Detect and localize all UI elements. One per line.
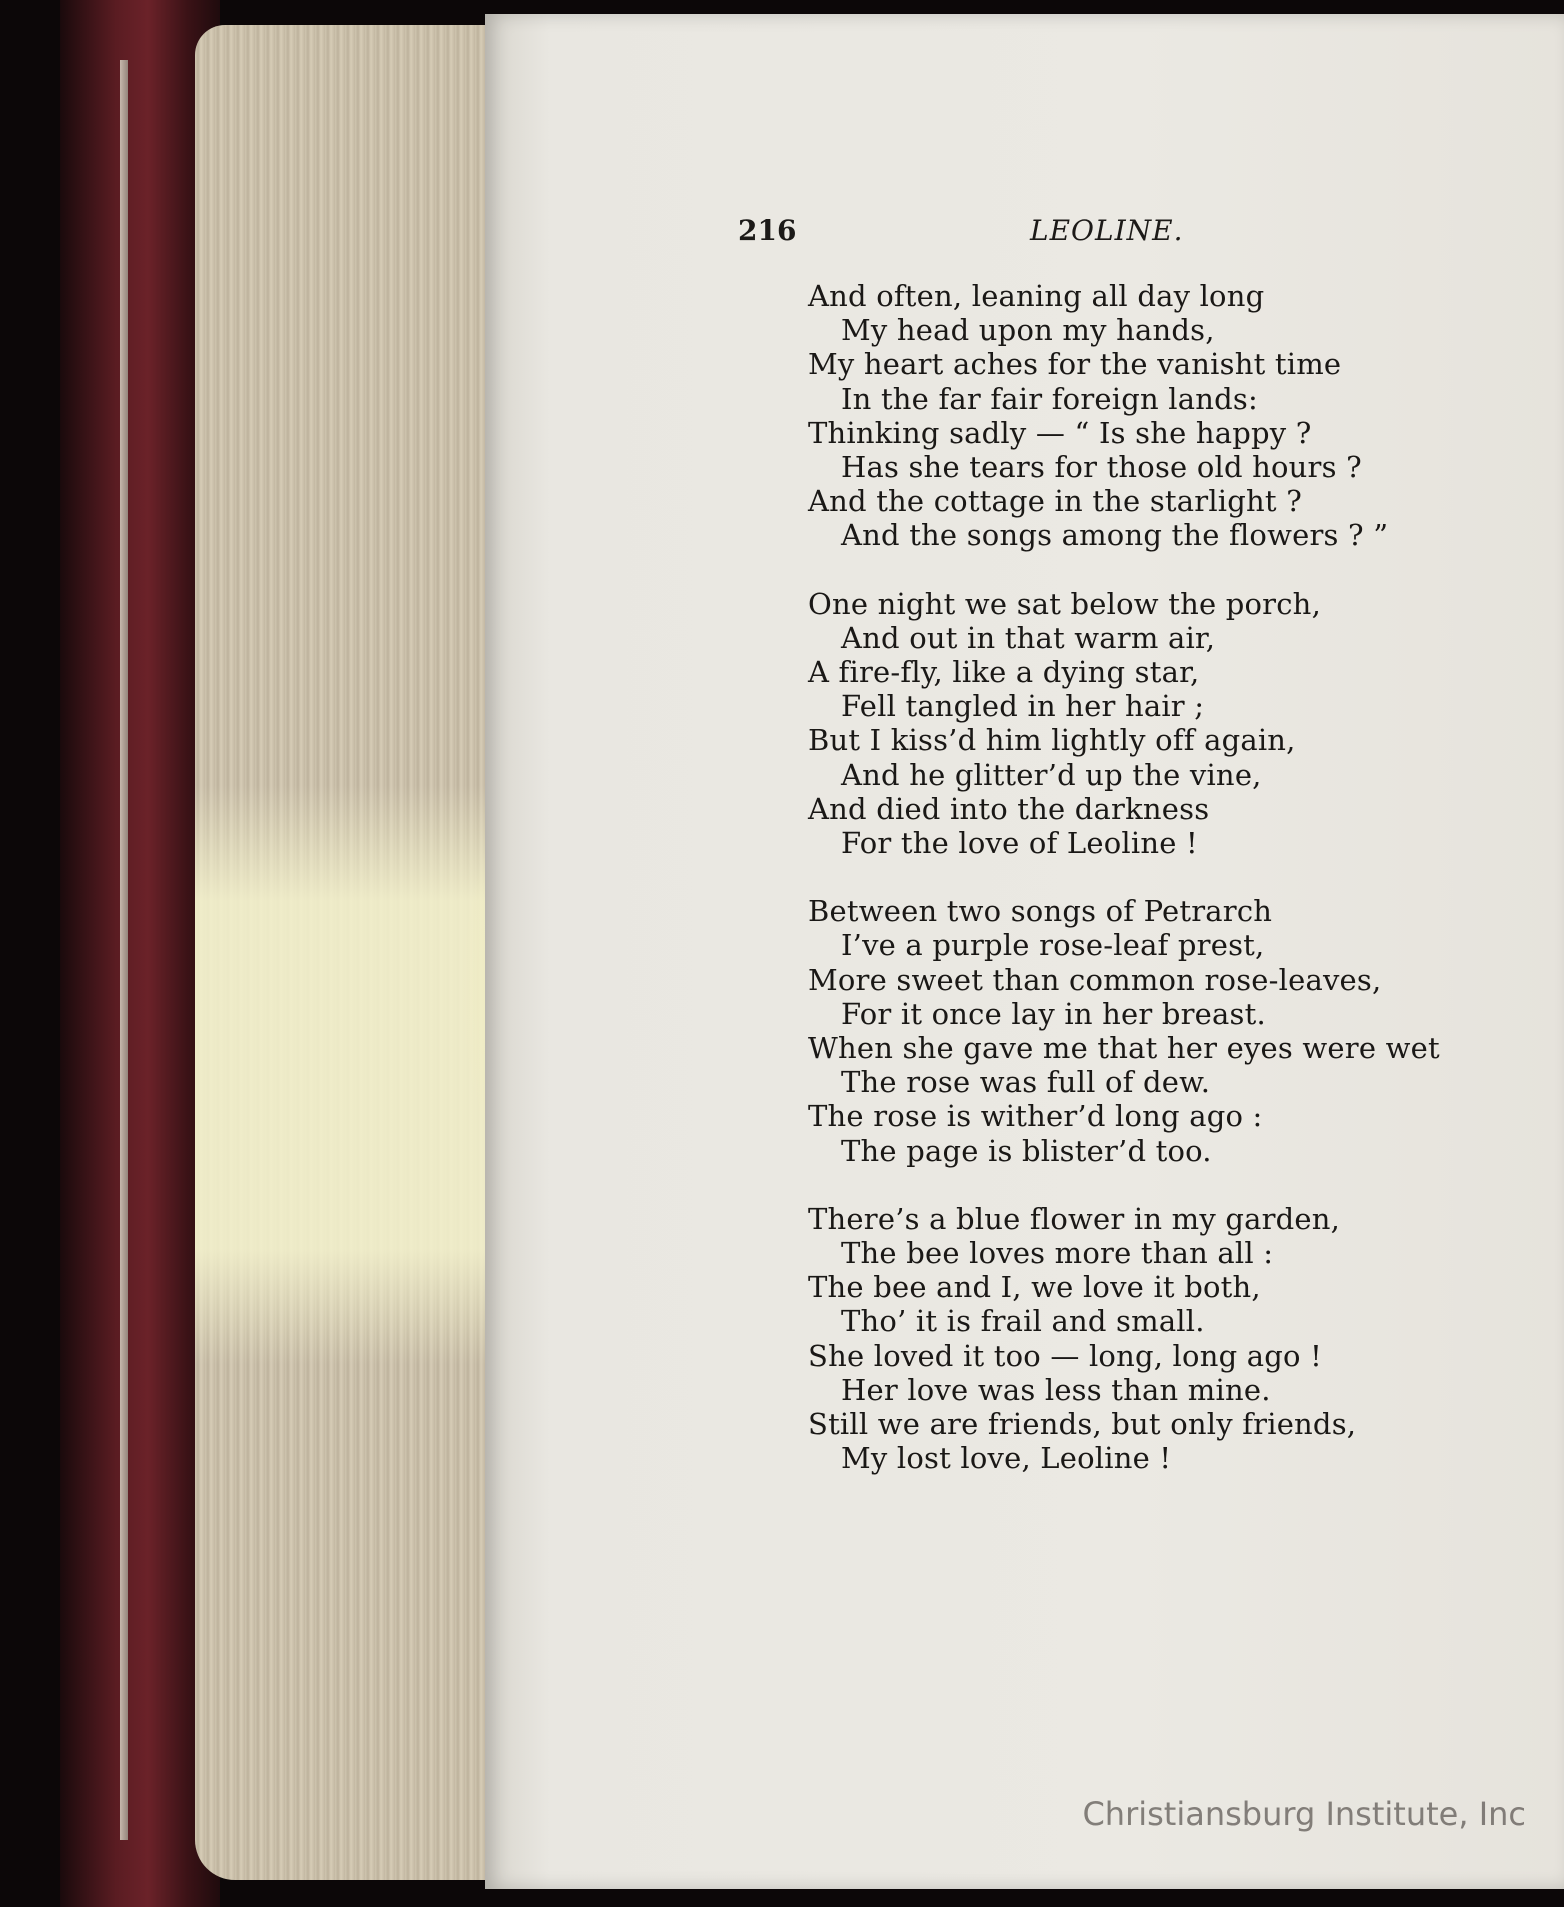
poem-line: Fell tangled in her hair ; [841, 689, 1205, 724]
poem-line: There’s a blue flower in my garden, [808, 1201, 1341, 1236]
poem-line: I’ve a purple rose-leaf prest, [841, 928, 1265, 963]
poem-line: Her love was less than mine. [841, 1372, 1271, 1407]
poem-line: My heart aches for the vanisht time [808, 347, 1342, 382]
poem-line: For it once lay in her breast. [841, 996, 1266, 1031]
poem-line: And he glitter’d up the vine, [841, 757, 1262, 792]
poem-line: One night we sat below the porch, [808, 586, 1321, 621]
poem-line: The bee and I, we love it both, [808, 1270, 1261, 1305]
poem-line: Tho’ it is frail and small. [841, 1304, 1205, 1339]
poem-line: She loved it too — long, long ago ! [808, 1338, 1322, 1373]
poem-body [808, 279, 1564, 1510]
poem-line: But I kiss’d him lightly off again, [808, 723, 1296, 758]
poem-line: And died into the darkness [808, 791, 1210, 826]
page-header [485, 214, 1564, 254]
poem-line: And the cottage in the starlight ? [808, 484, 1302, 519]
poem-line: And the songs among the flowers ? ” [841, 518, 1389, 553]
poem-line: The rose is wither’d long ago : [808, 1099, 1263, 1134]
poem-stanza [808, 279, 1564, 553]
poem-line: More sweet than common rose-leaves, [808, 962, 1382, 997]
poem-line: The page is blister’d too. [841, 1133, 1212, 1168]
page-number: 216 [738, 214, 797, 247]
book-page [485, 14, 1564, 1889]
poem-line: In the far fair foreign lands: [841, 381, 1258, 416]
poem-line: And out in that warm air, [841, 620, 1216, 655]
watermark: Christiansburg Institute, Inc [1082, 1795, 1526, 1833]
poem-line: My lost love, Leoline ! [841, 1441, 1172, 1476]
poem-stanza [808, 894, 1564, 1168]
poem-line: For the love of Leoline ! [841, 826, 1198, 861]
poem-stanza [808, 1202, 1564, 1476]
poem-line: The bee loves more than all : [841, 1236, 1274, 1271]
poem-line: Between two songs of Petrarch [808, 894, 1273, 929]
poem-line: Still we are friends, but only friends, [808, 1407, 1357, 1442]
poem-line: The rose was full of dew. [841, 1065, 1211, 1100]
poem-stanza [808, 587, 1564, 861]
poem-line: And often, leaning all day long [808, 279, 1265, 313]
poem-line: My head upon my hands, [841, 313, 1215, 348]
page-block-edges [195, 25, 495, 1880]
poem-line: A fire-fly, like a dying star, [808, 655, 1200, 690]
poem-line: Thinking sadly — “ Is she happy ? [808, 415, 1312, 450]
poem-line: When she gave me that her eyes were wet [808, 1031, 1440, 1066]
poem-line: Has she tears for those old hours ? [841, 450, 1362, 485]
running-title: LEOLINE. [1030, 214, 1184, 247]
cover-edge [120, 60, 128, 1840]
